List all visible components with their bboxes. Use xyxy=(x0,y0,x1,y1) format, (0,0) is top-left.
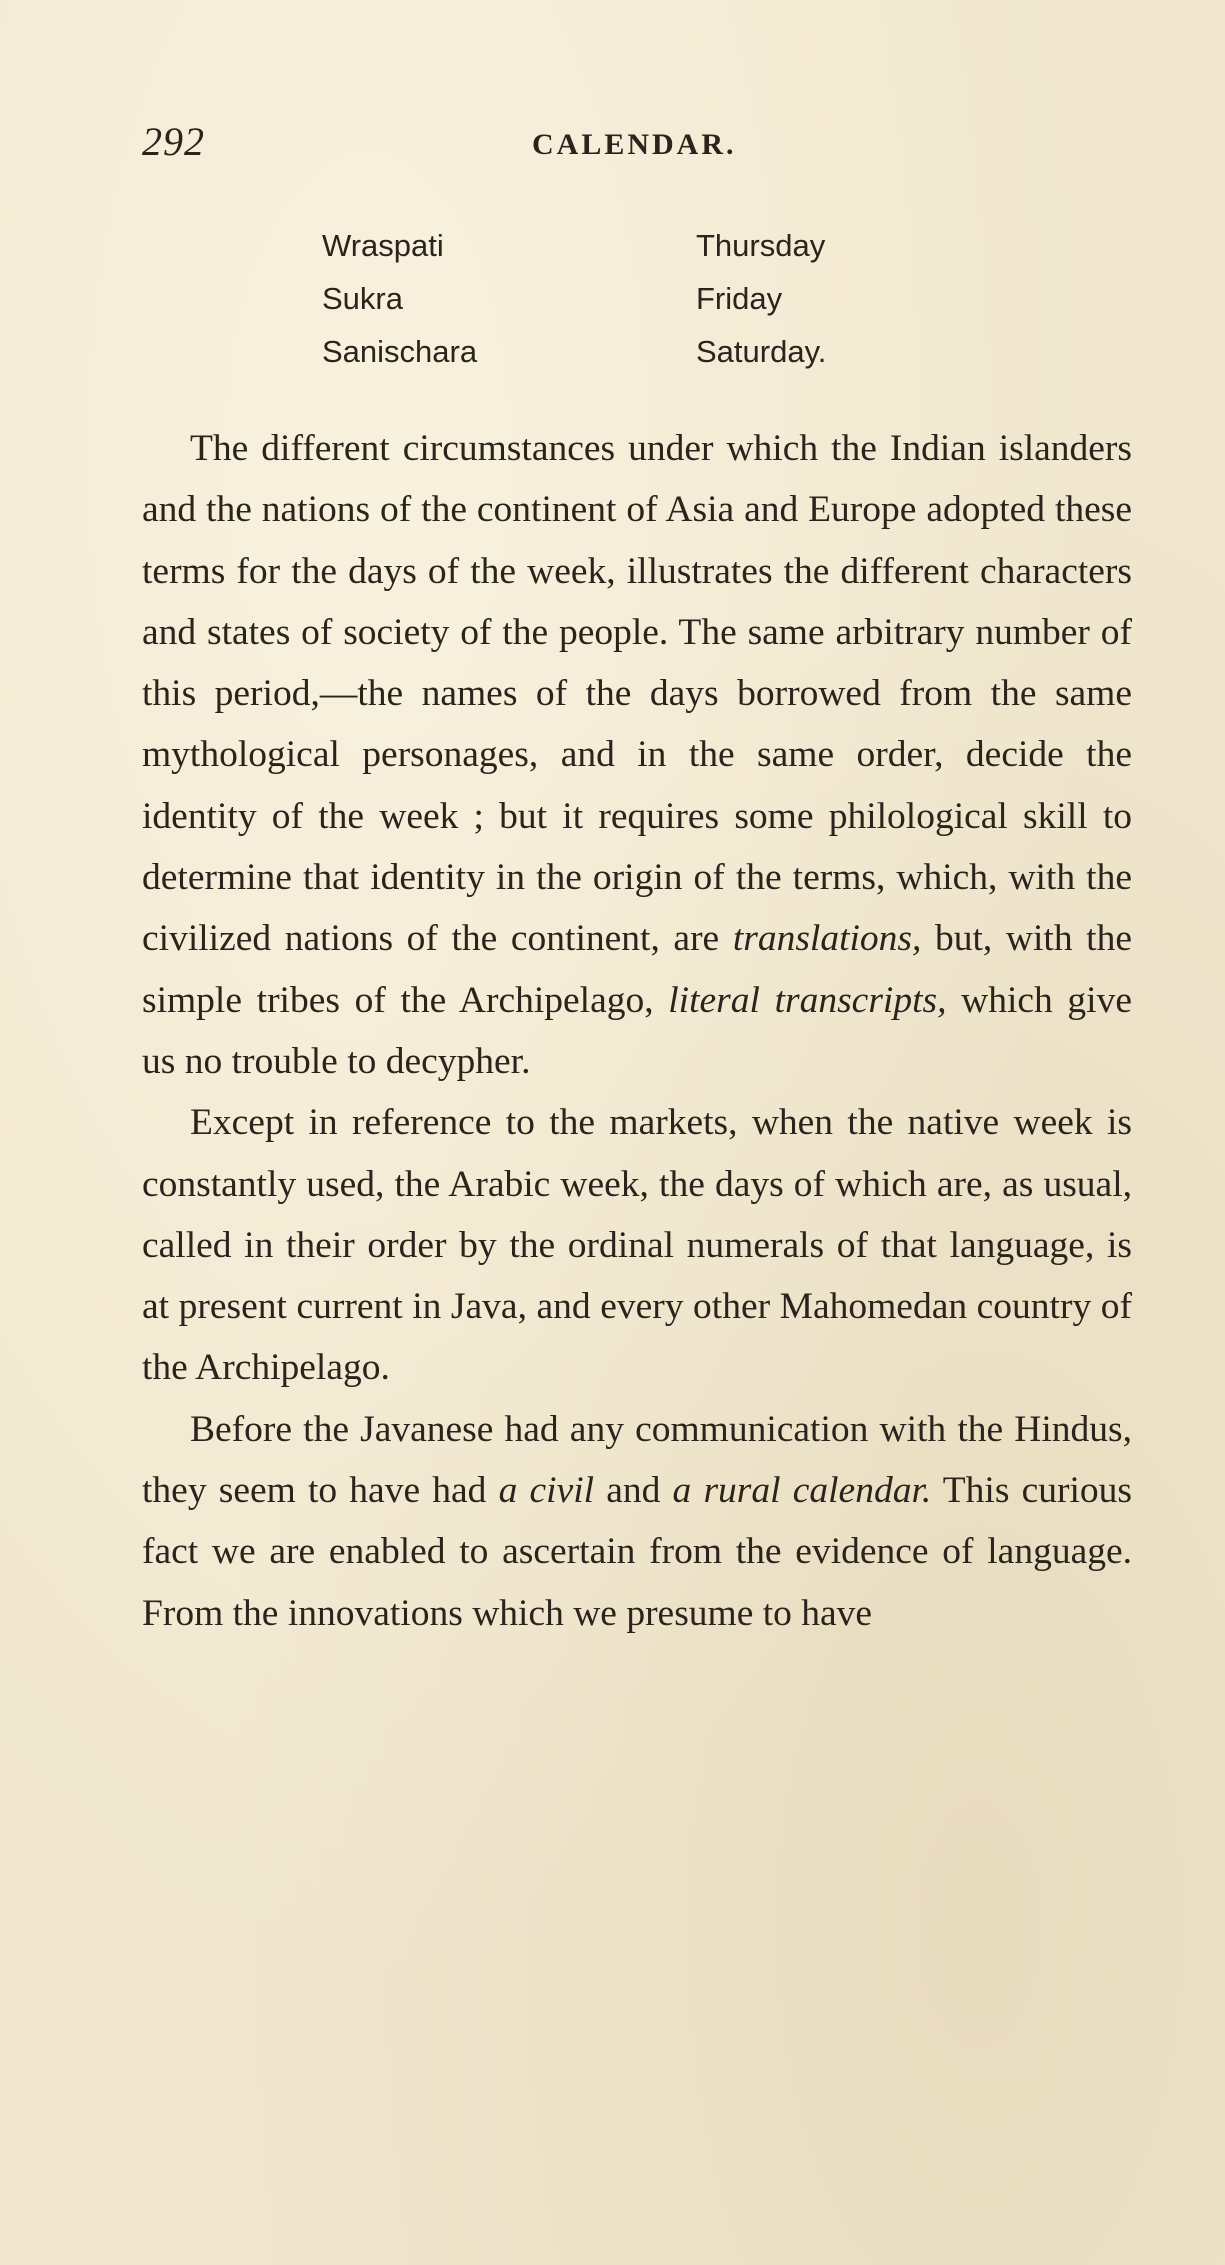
paragraph-arabic-week xyxy=(142,1092,1132,1398)
paragraph-week-terms xyxy=(142,418,1132,1092)
day-name-native: Sanischara xyxy=(322,334,478,369)
paragraph-text: but, with the simple tribes of the Archipelago, xyxy=(142,918,1132,1021)
page-number: 292 xyxy=(142,119,205,164)
paragraph-text: Before the Javanese had any communication with the Hindus, they seem to have had xyxy=(142,1408,1132,1512)
paragraph-javanese-calendar xyxy=(142,1399,1132,1644)
day-name-native: Wraspati xyxy=(322,228,444,263)
day-row xyxy=(322,334,882,387)
day-row xyxy=(322,281,882,334)
running-head: CALENDAR. xyxy=(532,128,737,161)
italic-phrase: literal transcripts, xyxy=(668,979,947,1021)
paragraph-text: This curious fact we are enabled to ascertain from the evidence of language. From the innovations which we presume to have xyxy=(142,1470,1132,1634)
page-header xyxy=(142,118,1142,178)
paragraph-text: and xyxy=(594,1470,673,1512)
paragraph-text: The different circumstances under which the Indian islanders and the nations of the continent of Asia and Europe adopted these terms for the days of the week, illustrates the different characters and states of society of the people. The same arbitrary number of this period,—the names of the days borrowed from the same mythological personages, and in the same order, decide the identity of the week ; but it requires some philological skill to determine that identity in the origin of the terms, which, with the civilized nations of the continent, are xyxy=(142,428,1132,960)
day-name-native: Sukra xyxy=(322,281,403,316)
italic-phrase: translations, xyxy=(732,918,922,960)
italic-phrase: a civil xyxy=(498,1470,595,1512)
day-name-table xyxy=(322,228,882,387)
paragraph-text: which give us no trouble to decypher. xyxy=(142,979,1132,1082)
paragraph-text: Except in reference to the markets, when the native week is constantly used, the Arabic week, the days of which are, as usual, called in their order by the ordinal numerals of that language, is at present current in Java, and every other Mahomedan country of the Archipelago. xyxy=(142,1102,1132,1389)
day-row xyxy=(322,228,882,281)
body-text xyxy=(142,418,1132,1644)
day-name-english: Saturday. xyxy=(696,334,827,369)
italic-phrase: a rural calendar. xyxy=(672,1470,932,1512)
day-name-english: Friday xyxy=(696,281,783,316)
day-name-english: Thursday xyxy=(696,228,826,263)
